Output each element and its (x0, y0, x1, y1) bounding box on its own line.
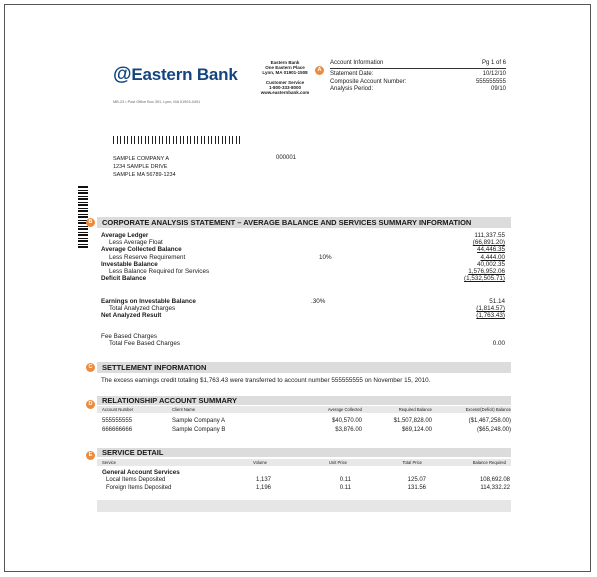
average-collected: $3,876.00 (335, 427, 362, 433)
column-header: Excess/(Deficit) Balance (465, 407, 511, 412)
table-row (97, 418, 511, 426)
summary-percent (311, 246, 411, 253)
volume: 1,137 (255, 477, 271, 483)
account-number: 555555555 (102, 418, 133, 424)
settlement-text: The excess earnings credit totaling $1,763.43 were transferred to account number 555555555 on November 15, 2010. (101, 377, 431, 384)
summary-percent: 10% (319, 253, 332, 261)
summary-percent (319, 268, 419, 275)
service-name: Foreign Items Deposited (106, 485, 172, 491)
account-information (330, 60, 506, 94)
account-number-label: Composite Account Number: (330, 78, 407, 85)
summary-row (101, 340, 505, 347)
summary-row (101, 268, 505, 275)
address-line: 1-800-333-8000 (268, 84, 302, 90)
balance-required: 114,332.22 (480, 485, 510, 491)
mailing-address (113, 155, 176, 179)
summary-row (101, 298, 505, 305)
summary-label: Earnings on Investable Balance (101, 298, 196, 305)
column-header: Required Balance (398, 407, 432, 412)
summary-label: Less Reserve Requirement (109, 253, 186, 261)
return-address: MB-23 • Post Office Box 391, Lynn, MA 01903-0491 (113, 100, 201, 104)
summary-label: Deficit Balance (101, 275, 147, 283)
account-number: 666666666 (102, 427, 133, 433)
excess-deficit: ($1,467,258.00) (468, 418, 511, 424)
table-row (97, 485, 511, 493)
analysis-period-label: Analysis Period: (330, 86, 374, 92)
bank-name: Eastern Bank (131, 65, 238, 84)
summary-amount: 0.00 (492, 340, 505, 348)
column-header: Volume (253, 460, 267, 465)
summary-label: Average Collected Balance (101, 246, 182, 254)
page-footer-band (97, 500, 511, 512)
summary-percent (319, 239, 419, 246)
column-header: Account Number (102, 407, 134, 412)
summary-amount: 40,002.35 (476, 260, 505, 268)
unit-price: 0.11 (339, 477, 351, 483)
address-line: Eastern Bank (270, 60, 300, 65)
service-name: Local Items Deposited (106, 477, 166, 483)
total-price: 131.56 (407, 485, 426, 491)
summary-amount: 4,444.00 (480, 253, 505, 261)
relationship-table-header (97, 406, 511, 413)
required-balance: $69,124.00 (401, 427, 432, 433)
summary-row (101, 305, 505, 312)
summary-row (101, 312, 505, 319)
table-row (97, 477, 511, 485)
relationship-section-title: RELATIONSHIP ACCOUNT SUMMARY (97, 396, 511, 405)
logo-mark-icon: @ (113, 64, 132, 85)
summary-percent (311, 333, 411, 340)
balance-required: 108,692.08 (479, 477, 510, 483)
client-name: Sample Company A (172, 418, 226, 424)
summary-amount: (1,763.43) (476, 312, 505, 320)
excess-deficit: ($65,248.00) (476, 427, 511, 433)
summary-label: Total Analyzed Charges (109, 305, 176, 313)
section-badge-a: A (315, 66, 324, 75)
summary-percent (311, 312, 411, 319)
statement-date-label: Statement Date: (330, 71, 374, 77)
service-section-title: SERVICE DETAIL (97, 448, 511, 457)
column-header: Client Name (172, 407, 196, 412)
summary-amount: 1,576,952.06 (468, 268, 505, 275)
summary-amount: (1,532,505.71) (464, 275, 505, 283)
total-price: 125.07 (407, 477, 426, 483)
average-collected: $40,570.00 (331, 418, 362, 424)
summary-percent (319, 305, 419, 312)
mailing-line: SAMPLE COMPANY A (113, 156, 170, 162)
summary-percent (311, 261, 411, 268)
bank-address (256, 60, 314, 95)
summary-percent (319, 340, 419, 347)
service-table-header (97, 459, 511, 466)
client-name: Sample Company B (172, 427, 226, 433)
table-row (97, 427, 511, 435)
service-group-title: General Account Services (102, 469, 180, 476)
account-number-value: 555555555 (475, 78, 506, 85)
side-barcode (78, 186, 88, 248)
bank-logo (113, 64, 238, 86)
volume: 1,196 (255, 485, 271, 491)
summary-row (101, 239, 505, 246)
summary-label: Fee Based Charges (101, 333, 158, 340)
address-line: www.easternbank.com (260, 90, 310, 96)
unit-price: 0.11 (339, 485, 351, 491)
summary-label: Less Balance Required for Services (109, 268, 210, 275)
summary-percent (311, 275, 411, 282)
summary-row (101, 333, 505, 340)
document-number: 000001 (276, 155, 297, 161)
column-header: Average Collected (327, 407, 362, 412)
summary-row (101, 246, 505, 253)
summary-row (101, 275, 505, 282)
section-badge-c: C (86, 363, 95, 372)
summary-label: Average Ledger (101, 232, 149, 239)
summary-label: Investable Balance (101, 260, 158, 268)
summary-label: Total Fee Based Charges (109, 340, 181, 348)
summary-amount: 111,337.55 (474, 232, 505, 239)
summary-row (101, 261, 505, 268)
summary-percent (311, 232, 411, 239)
section-badge-d: D (86, 400, 95, 409)
summary-amount: (1,814.57) (476, 305, 505, 313)
summary-amount: (66,891.20) (472, 239, 505, 247)
summary-section-title: CORPORATE ANALYSIS STATEMENT – AVERAGE BALANCE AND SERVICES SUMMARY INFORMATION (97, 217, 511, 228)
required-balance: $1,507,828.00 (393, 418, 432, 424)
mailing-line: SAMPLE MA 56789-1234 (113, 172, 176, 178)
column-header: Unit Price (328, 460, 347, 465)
section-badge-b: B (86, 218, 95, 227)
column-header: Service (102, 460, 116, 465)
summary-row (101, 254, 505, 261)
summary-label: Net Analyzed Result (101, 312, 162, 320)
mailing-line: 1234 SAMPLE DRIVE (113, 164, 168, 170)
summary-percent: .30% (311, 298, 326, 305)
settlement-section-title: SETTLEMENT INFORMATION (97, 362, 511, 373)
address-line: Lynn, MA 01901-1508 (262, 70, 308, 76)
summary-row (101, 232, 505, 239)
account-info-title: Account Information (330, 60, 384, 66)
postal-barcode (113, 136, 241, 144)
summary-label: Less Average Float (109, 239, 163, 247)
page-number: Pg 1 of 6 (481, 60, 506, 66)
column-header: Total Price (402, 460, 422, 465)
analysis-period-value: 09/10 (490, 86, 506, 92)
summary-amount: 44,446.35 (476, 246, 505, 254)
address-line: Customer Service (265, 79, 305, 85)
statement-date-value: 10/12/10 (482, 71, 506, 77)
address-line: One Eastern Place (265, 65, 305, 71)
column-header: Balance Required (472, 460, 506, 465)
section-badge-e: E (86, 451, 95, 460)
summary-amount: 51.14 (489, 298, 505, 305)
